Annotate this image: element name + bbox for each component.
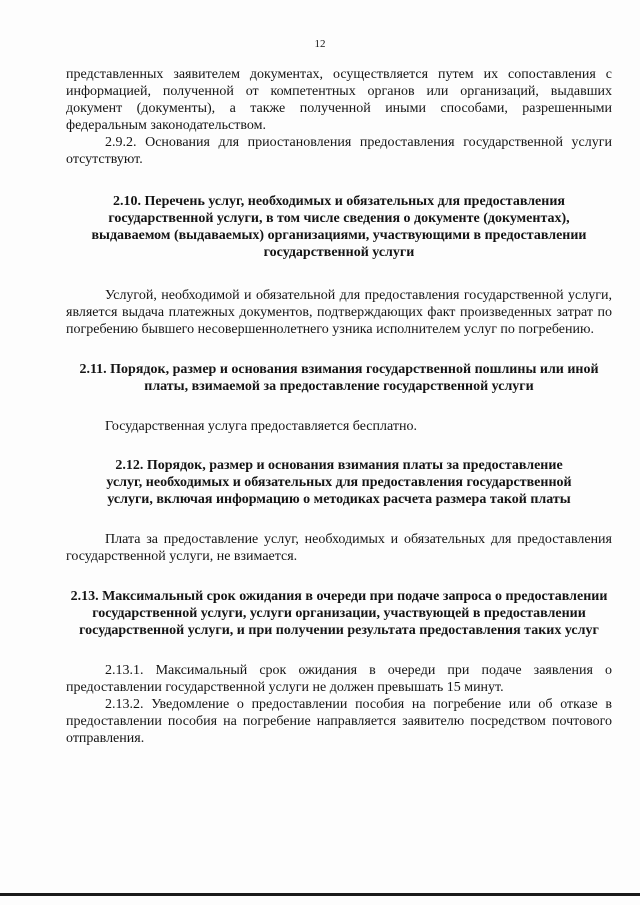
paragraph-2-13-1: 2.13.1. Максимальный срок ожидания в очереди при подаче заявления о предоставлении государственной услуги не должен превышать 15 минут. xyxy=(66,663,612,695)
heading-2-11: 2.11. Порядок, размер и основания взимания государственной пошлины или иной платы, взимаемой за предоставление государственной услуги xyxy=(79,362,599,394)
paragraph-2-11: Государственная услуга предоставляется бесплатно. xyxy=(105,419,417,434)
paragraph-2-13-2: 2.13.2. Уведомление о предоставлении пособия на погребение или об отказе в предоставлении пособия на погребение направляется заявителю посредством почтового отправления. xyxy=(66,697,612,746)
paragraph-2-12: Плата за предоставление услуг, необходимых и обязательных для предоставления государственной услуги, не взимается. xyxy=(66,532,612,564)
scan-bottom-border xyxy=(0,893,640,896)
document-body xyxy=(66,66,612,747)
paragraph-2-9-2: 2.9.2. Основания для приостановления предоставления государственной услуги отсутствуют. xyxy=(66,135,612,167)
paragraph-continuation: представленных заявителем документах, осуществляется путем их сопоставления с информацией, полученной от компетентных органов или организаций, выдавших документ (документы), а также полученной иными способами, разрешенными федеральным законодательством. xyxy=(66,67,612,133)
heading-2-10: 2.10. Перечень услуг, необходимых и обязательных для предоставления государственной услуги, в том числе сведения о документе (документах), выдаваемом (выдаваемых) организациями, участвующими в предоставлении государственной услуги xyxy=(91,194,587,260)
page-number: 12 xyxy=(314,38,326,50)
heading-2-13: 2.13. Максимальный срок ожидания в очереди при подаче запроса о предоставлении государственной услуги, услуги организации, участвующей в предоставлении государственной услуги, и при получении результата предоставления таких услуг xyxy=(70,589,608,638)
paragraph-2-10: Услугой, необходимой и обязательной для предоставления государственной услуги, является выдача платежных документов, подтверждающих факт произведенных затрат по погребению бывшего несовершеннолетнего узника исполнителем услуг по погребению. xyxy=(66,288,612,337)
heading-2-12: 2.12. Порядок, размер и основания взимания платы за предоставление услуг, необходимых и обязательных для предоставления государственной услуги, включая информацию о методиках расчета размера такой платы xyxy=(106,458,572,507)
